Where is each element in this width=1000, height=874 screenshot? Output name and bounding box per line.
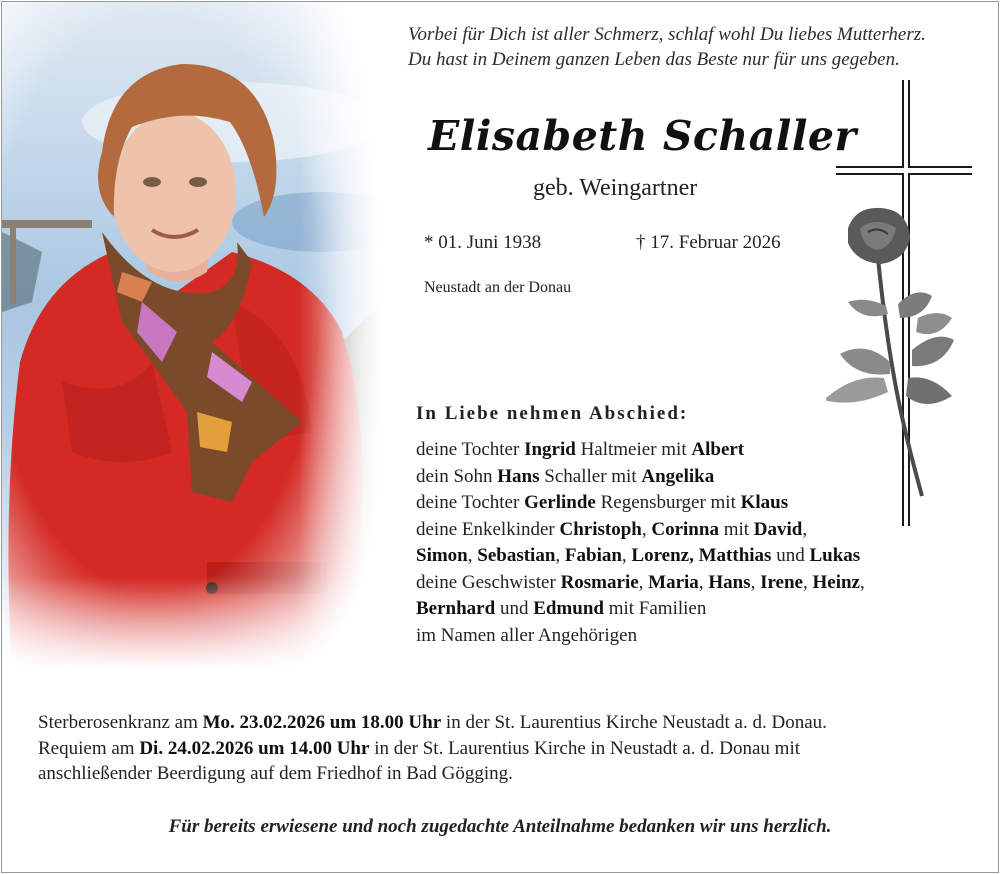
text-segment: , — [638, 571, 649, 593]
mourner-line — [416, 570, 865, 597]
name-highlight: Di. 24.02.2026 um 14.00 Uhr — [139, 737, 370, 759]
name-highlight: Mo. 23.02.2026 um 18.00 Uhr — [202, 712, 442, 733]
mourner-line — [416, 490, 865, 517]
mourner-line — [416, 596, 865, 623]
text-segment: , — [555, 545, 565, 566]
name-highlight: Lorenz, — [631, 545, 694, 566]
text-segment: , — [467, 545, 478, 566]
farewell-heading: In Liebe nehmen Abschied: — [416, 403, 689, 424]
name-highlight: Matthias — [698, 545, 772, 566]
name-highlight: Fabian — [564, 545, 622, 566]
name-highlight: Christoph — [559, 518, 642, 540]
mourners-list — [416, 437, 865, 649]
text-segment: , — [859, 571, 865, 593]
text-segment: deine Geschwister — [416, 571, 561, 593]
text-segment: dein Sohn — [416, 465, 498, 487]
name-highlight: Corinna — [651, 518, 719, 540]
deceased-name: Elisabeth Schaller — [428, 112, 857, 160]
portrait-photo — [2, 2, 382, 670]
name-highlight: Lukas — [809, 545, 861, 566]
service-line — [38, 761, 827, 787]
name-highlight: Bernhard — [416, 598, 496, 619]
name-highlight: Angelika — [641, 465, 715, 487]
name-highlight: Hans — [497, 465, 540, 487]
text-segment: deine Enkelkinder — [416, 518, 560, 540]
text-segment: Regensburger mit — [595, 492, 741, 513]
mourner-line — [416, 517, 865, 544]
text-segment: , — [802, 518, 808, 540]
name-highlight: Gerlinde — [524, 492, 596, 513]
text-segment: deine Tochter — [416, 492, 525, 513]
memorial-verse — [408, 22, 968, 72]
text-segment: Requiem am — [38, 737, 140, 759]
mourner-line — [416, 543, 865, 570]
text-segment: deine Tochter — [416, 439, 525, 460]
thanks-note: Für bereits erwiesene und noch zugedachte Anteilnahme bedanken wir uns herzlich. — [168, 816, 832, 837]
text-segment: im Namen aller Angehörigen — [416, 624, 638, 646]
name-highlight: Ingrid — [524, 439, 576, 460]
verse-line: Vorbei für Dich ist aller Schmerz, schlaf wohl Du liebes Mutterherz. — [408, 24, 926, 45]
name-highlight: Albert — [691, 439, 745, 460]
birth-date: * 01. Juni 1938 — [424, 232, 542, 253]
name-highlight: Edmund — [533, 598, 604, 619]
verse-line: Du hast in Deinem ganzen Leben das Beste nur für uns gegeben. — [408, 49, 900, 70]
text-segment: und — [495, 598, 534, 619]
text-segment: Sterberosenkranz am — [38, 712, 203, 733]
mourner-line — [416, 437, 865, 464]
name-highlight: Klaus — [740, 492, 789, 513]
text-segment: , — [641, 518, 652, 540]
text-segment: , — [750, 571, 761, 593]
text-segment: Haltmeier mit — [575, 439, 692, 460]
text-segment: , — [621, 545, 632, 566]
service-info — [38, 710, 827, 787]
name-highlight: David — [753, 518, 803, 540]
text-segment: , — [698, 571, 709, 593]
name-highlight: Hans — [708, 571, 751, 593]
name-highlight: Heinz — [812, 571, 860, 593]
name-highlight: Sebastian — [477, 545, 556, 566]
name-highlight: Rosmarie — [560, 571, 639, 593]
text-segment: in der St. Laurentius Kirche in Neustadt a. d. Donau mit — [369, 737, 801, 759]
mourner-line — [416, 623, 865, 650]
text-segment: , — [802, 571, 813, 593]
text-segment: in der St. Laurentius Kirche Neustadt a. d. Donau. — [441, 712, 827, 733]
service-line — [38, 736, 827, 762]
name-highlight: Irene — [760, 571, 803, 593]
name-highlight: Maria — [648, 571, 699, 593]
text-segment: mit — [718, 518, 754, 540]
mourner-line — [416, 464, 865, 491]
text-segment: anschließender Beerdigung auf dem Friedhof in Bad Gögging. — [38, 763, 513, 784]
name-highlight: Simon — [416, 545, 468, 566]
maiden-name: geb. Weingartner — [533, 175, 698, 201]
text-segment: und — [771, 545, 810, 566]
text-segment: Schaller mit — [539, 465, 642, 487]
residence: Neustadt an der Donau — [424, 279, 572, 296]
service-line — [38, 710, 827, 736]
text-segment: mit Familien — [603, 598, 707, 619]
death-date: † 17. Februar 2026 — [636, 232, 781, 253]
